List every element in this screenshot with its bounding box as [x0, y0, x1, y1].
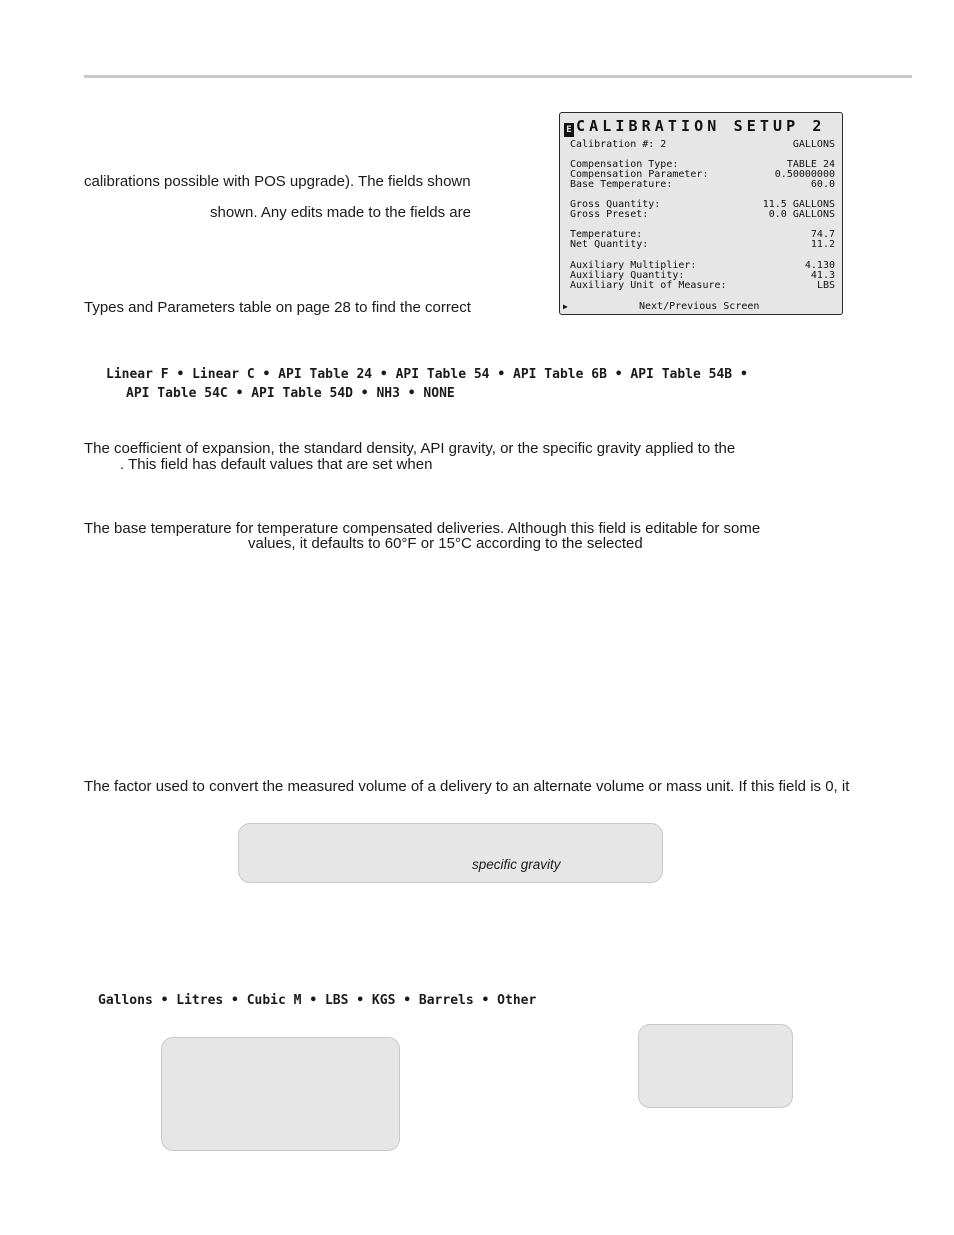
note-box-right [638, 1024, 793, 1108]
lcd-row-auxiliary-quantity: Auxiliary Quantity: 41.3 [570, 270, 835, 281]
next-previous-label: Next/Previous Screen [639, 301, 760, 312]
types-params-reference: Types and Parameters table on page 28 to find the correct [84, 299, 471, 316]
right-arrow-icon: ▶ [563, 302, 568, 311]
lcd-row-net-quantity: Net Quantity: 11.2 [570, 239, 835, 250]
unit-of-measure-options: Gallons • Litres • Cubic M • LBS • KGS • Barrels • Other [98, 993, 537, 1008]
lcd-row-auxiliary-multiplier: Auxiliary Multiplier: 4.130 [570, 260, 835, 271]
screen-title [564, 117, 825, 137]
note-box [238, 823, 663, 883]
base-temperature-line-2: values, it defaults to 60°F or 15°C according to the selected [248, 535, 643, 552]
lcd-row-auxiliary-unit: Auxiliary Unit of Measure: LBS [570, 280, 835, 291]
lcd-row-compensation-type: Compensation Type: TABLE 24 [570, 159, 835, 170]
lcd-row-base-temperature: Base Temperature: 60.0 [570, 179, 835, 190]
lcd-row-calibration: Calibration #: 2 GALLONS [570, 139, 835, 150]
screen-title-text: CALIBRATION SETUP 2 [576, 117, 826, 135]
edit-cursor-icon: E [564, 123, 574, 137]
intro-line-1: calibrations possible with POS upgrade). The fields shown [84, 173, 471, 190]
lcd-row-gross-quantity: Gross Quantity: 11.5 GALLONS [570, 199, 835, 210]
note-box-left [161, 1037, 400, 1151]
auxiliary-multiplier-description: The factor used to convert the measured volume of a delivery to an alternate volume or mass unit. If this field is 0, it [84, 778, 850, 795]
compensation-types-line-1: Linear F • Linear C • API Table 24 • API Table 54 • API Table 6B • API Table 54B • [106, 367, 748, 382]
lcd-row-gross-preset: Gross Preset: 0.0 GALLONS [570, 209, 835, 220]
lcd-row-compensation-parameter: Compensation Parameter: 0.50000000 [570, 169, 835, 180]
calibration-setup-screen [559, 112, 843, 315]
intro-line-2: shown. Any edits made to the fields are [210, 204, 471, 221]
lcd-row-temperature: Temperature: 74.7 [570, 229, 835, 240]
compensation-parameter-line-2: . This field has default values that are set when [120, 456, 433, 473]
base-temperature-line-1: The base temperature for temperature compensated deliveries. Although this field is editable for some [84, 520, 761, 537]
screen-footer [563, 302, 835, 313]
note-specific-gravity: specific gravity [472, 857, 561, 872]
compensation-types-line-2: API Table 54C • API Table 54D • NH3 • NONE [126, 386, 455, 401]
compensation-parameter-line-1: The coefficient of expansion, the standard density, API gravity, or the specific gravity applied to the [84, 440, 736, 457]
header-rule [84, 75, 912, 78]
